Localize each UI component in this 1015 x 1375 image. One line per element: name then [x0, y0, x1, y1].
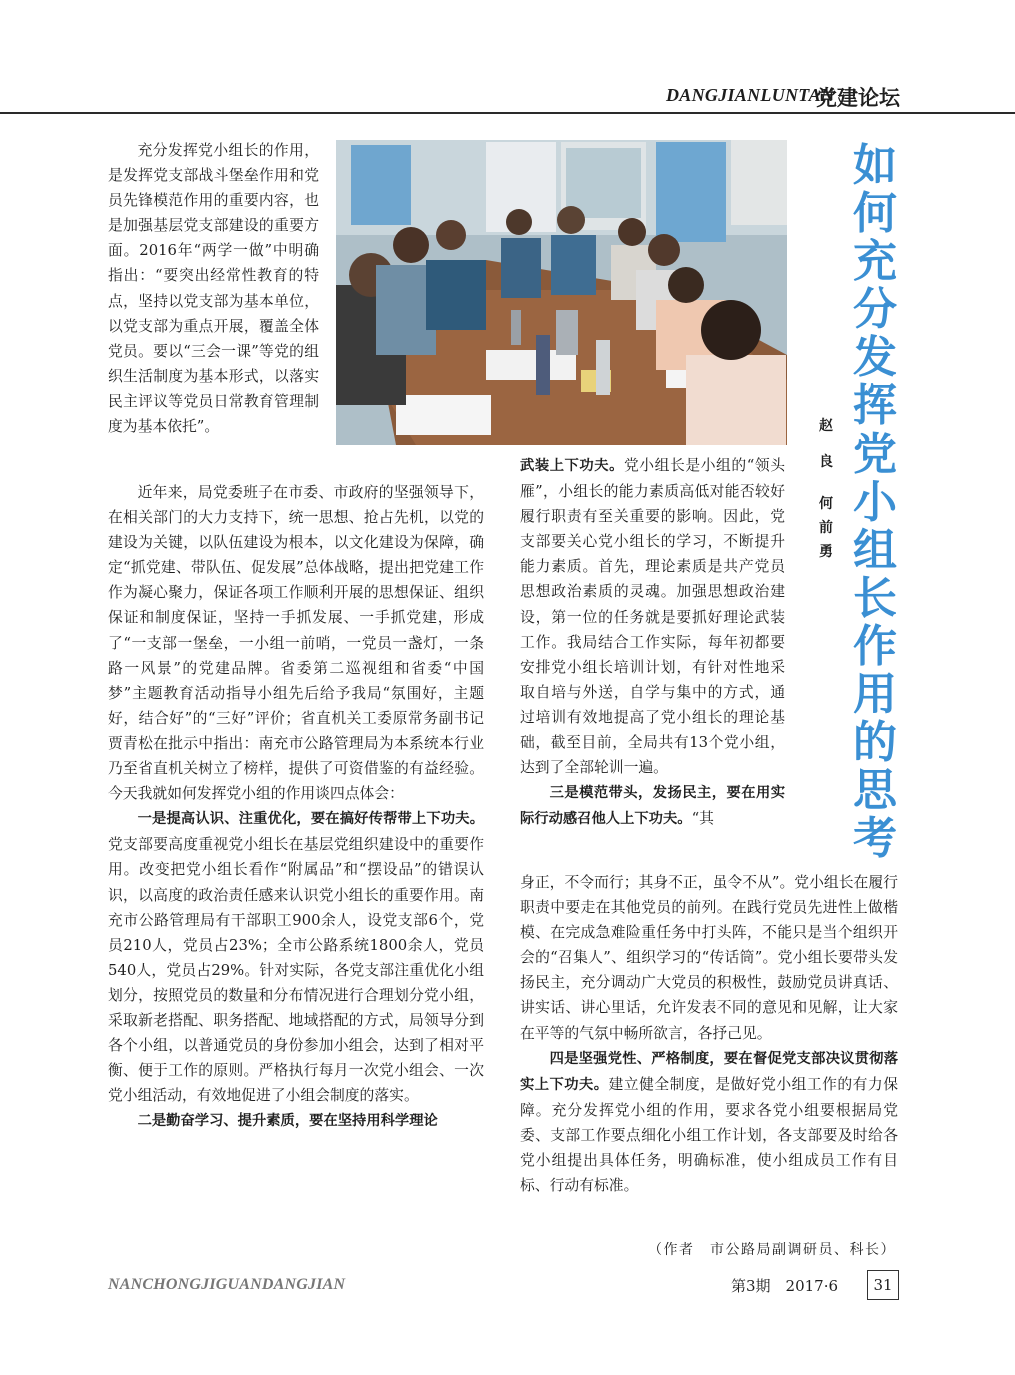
footer-magazine-name: NANCHONGJIGUANDANGJIAN: [108, 1276, 346, 1293]
paragraph: [108, 806, 484, 1108]
title-char: 的: [853, 717, 897, 769]
header-rule: [0, 112, 1015, 114]
title-char: 何: [853, 188, 897, 240]
text-column-3: [520, 870, 898, 1198]
title-char: 分: [853, 284, 897, 336]
article-title: [850, 142, 900, 863]
paragraph: [520, 453, 785, 780]
paragraph-text: 建立健全制度，是做好党小组工作的有力保障。充分发挥党小组的作用，要求各党小组要根据局党委、支部工作要点细化小组工作计划，各支部要及时给各党小组提出具体任务，明确标准，使小组成员工作有目标、行动有标准。: [520, 1075, 898, 1195]
title-char: 用: [853, 669, 897, 721]
author-char: 赵: [819, 418, 833, 434]
section-title: 党建论坛: [816, 86, 900, 110]
text-column-2: [520, 453, 785, 832]
text-column-1: [108, 480, 484, 1134]
intro-paragraph: 充分发挥党小组长的作用，是发挥党支部战斗堡垒作用和党员先锋模范作用的重要内容，也是加强基层党支部建设的重要方面。2016年“两学一做”中明确指出：“要突出经常性教育的特点，坚持以党支部为基本单位，以党支部为重点开展，覆盖全体党员。要以“三会一课”等党的组织生活制度为基本形式，以落实民主评议等党员日常教育管理制度为基本依托”。: [108, 142, 319, 436]
title-char: 考: [853, 813, 897, 865]
title-char: 长: [853, 572, 897, 624]
paragraph: [520, 1046, 898, 1199]
author-1: [817, 414, 835, 474]
text-column-1-top: [108, 138, 319, 439]
paragraph: 近年来，局党委班子在市委、市政府的坚强领导下，在相关部门的大力支持下，统一思想、抢占先机，以党的建设为关键，以队伍建设为根本，以文化建设为保障，确定“抓党建、带队伍、促发展”总体战略，提出把党建工作作为凝心聚力，保证各项工作顺利开展的思想保证、组织保证和制度保证，坚持一手抓发展、一手抓党建，形成了“一支部一堡垒，一小组一前哨，一党员一盏灯，一条路一风景”的党建品牌。省委第二巡视组和省委“中国梦”主题教育活动指导小组先后给予我局“氛围好，主题好，结合好”的“三好”评价；省直机关工委原常务副书记贾青松在批示中指出：南充市公路管理局为本系统本行业乃至省直机关树立了榜样，提供了可资借鉴的有益经验。今天我就如何发挥党小组的作用谈四点体会：: [108, 484, 484, 803]
author-2: [817, 492, 835, 564]
title-char: 思: [853, 765, 897, 817]
title-char: 发: [853, 332, 897, 384]
issue-number: 第3期 2017·6: [731, 1277, 839, 1295]
paragraph: [108, 1108, 484, 1134]
paragraph: [520, 780, 785, 832]
title-char: 组: [853, 524, 897, 576]
point-heading: 三是模范带头，发扬民主，要在用实际行动感召他人上下功夫。: [520, 785, 785, 828]
point-heading: 一是提高认识、注重优化，要在搞好传帮带上下功夫。: [137, 811, 484, 828]
paragraph-text: 党支部要高度重视党小组长在基层党组织建设中的重要作用。改变把党小组长看作“附属品”和“摆设品”的错误认识，以高度的政治责任感来认识党小组长的重要作用。南充市公路管理局有干部职工900余人，设党支部6个，党员210人，党员占23%；全市公路系统1800余人，党员540人，党员占29%。针对实际，各党支部注重优化小组划分，按照党员的数量和分布情况进行合理划分党小组，采取新老搭配、职务搭配、地域搭配的方式，局领导分到各个小组，以普通党员的身份参加小组会，达到了相对平衡、便于工作的原则。严格执行每月一次党小组会、一次党小组活动，有效地促进了小组会制度的落实。: [108, 836, 484, 1105]
author-char: 前: [819, 520, 833, 536]
paragraph-text: 党小组长是小组的“领头雁”，小组长的能力素质高低对能否较好履行职责有至关重要的影响。因此，党支部要关心党小组长的学习，不断提升能力素质。首先，理论素质是共产党员思想政治素质的灵魂。加强思想政治建设，第一位的任务就是要抓好理论武装工作。我局结合工作实际，每年初都要安排党小组长培训计划，有针对性地采取自培与外送，自学与集中的方式，通过培训有效地提高了党小组长的理论基础，截至目前，全局共有13个党小组，达到了全部轮训一遍。: [520, 457, 786, 777]
title-char: 充: [853, 236, 897, 288]
author-char: 勇: [819, 544, 833, 560]
title-char: 党: [853, 428, 897, 480]
meeting-photo: [336, 140, 787, 445]
paragraph: 身正，不令而行；其身不正，虽令不从”。党小组长在履行职责中要走在其他党员的前列。在践行党员先进性上做楷模、在完成急难险重任务中打头阵，不能只是当个组织开会的“召集人”、组织学习的“传话筒”。党小组长要带头发扬民主，充分调动广大党员的积极性，鼓励党员讲真话、讲实话、讲心里话，允许发表不同的意见和见解，让大家在平等的气氛中畅所欲言，各抒己见。: [520, 874, 898, 1042]
paragraph-text: “其: [691, 810, 714, 828]
point-heading: 四是坚强党性、严格制度，要在督促党支部决议贯彻落实上下功夫。: [520, 1050, 898, 1093]
title-char: 小: [853, 476, 897, 528]
title-char: 如: [853, 140, 897, 191]
author-char: 良: [819, 454, 833, 470]
point-heading: 武装上下功夫。: [520, 458, 624, 474]
title-char: 挥: [853, 380, 897, 432]
author-note: （作者 市公路局副调研员、科长）: [648, 1242, 896, 1258]
title-char: 作: [853, 620, 897, 672]
point-heading: 二是勤奋学习、提升素质，要在坚持用科学理论: [137, 1113, 438, 1130]
page-number: 31: [867, 1270, 899, 1300]
magazine-name-en: DANGJIANLUNTAN: [666, 85, 835, 105]
author-char: 何: [819, 496, 833, 512]
